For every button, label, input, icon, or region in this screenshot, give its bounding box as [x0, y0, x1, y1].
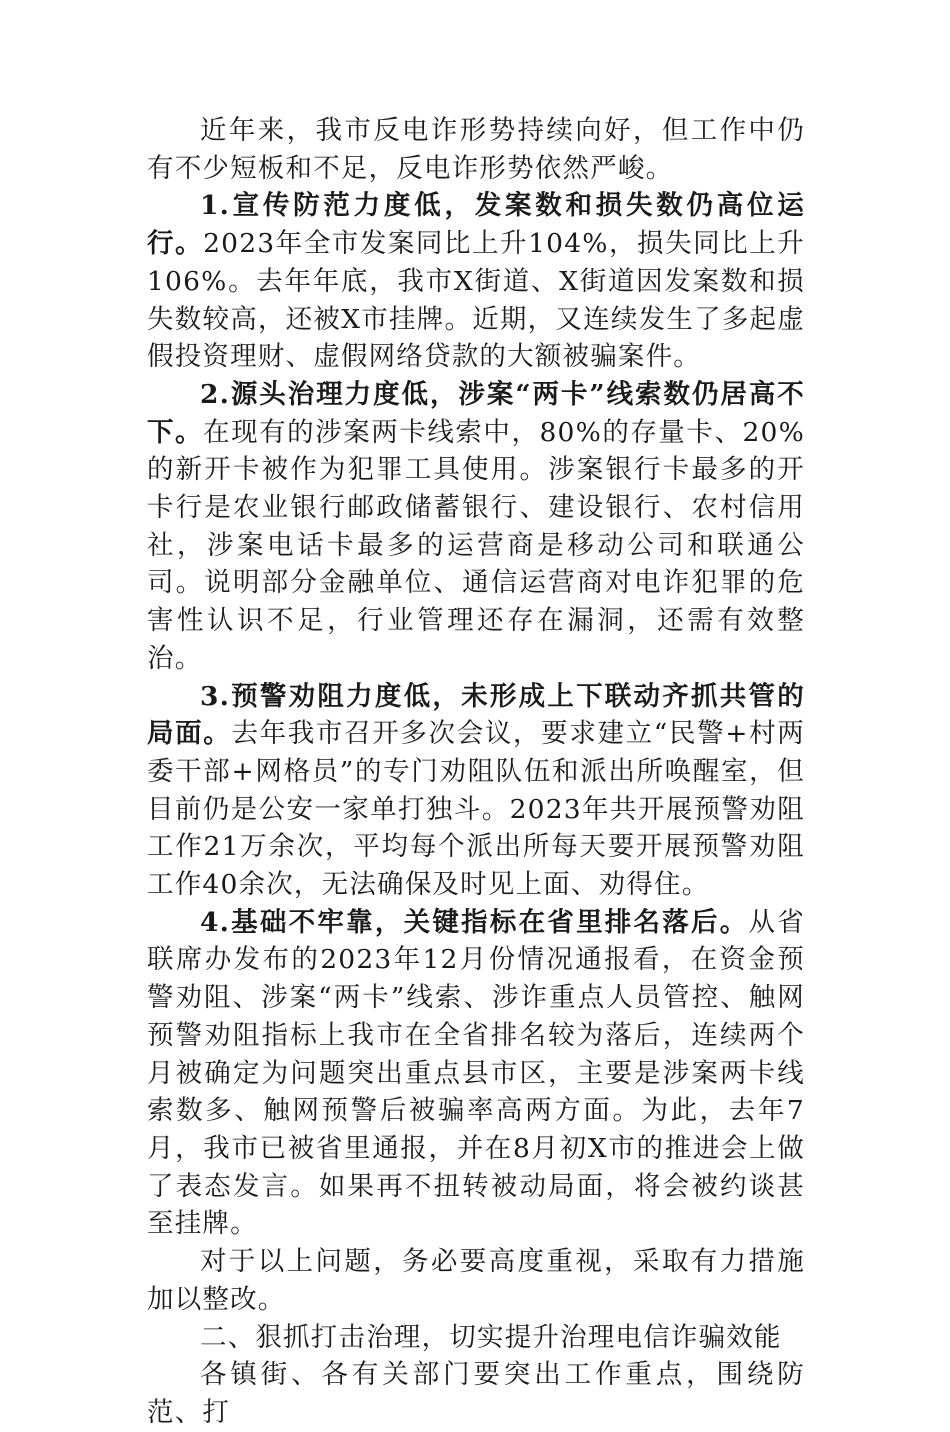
paragraph-conclusion: 对于以上问题，务必要高度重视，采取有力措施加以整改。: [147, 1246, 805, 1315]
point-1-text: 2023年全市发案同比上升104%，损失同比上升106%。去年年底，我市X街道、X街道因发案数和损失数较高，还被X市挂牌。近期，又连续发生了多起虚假投资理财、虚假网络贷款的大额被骗案件。: [147, 228, 805, 373]
point-4-text: 从省联席办发布的2023年12月份情况通报看，在资金预警劝阻、涉案“两卡”线索、涉诈重点人员管控、触网预警劝阻指标上我市在全省排名较为落后，连续两个月被确定为问题突出重点县市区，主要是涉案两卡线索数多、触网预警后被骗率高两方面。为此，去年7月，我市已被省里通报，并在8月初X市的推进会上做了表态发言。如果再不扭转被动局面，将会被约谈甚至挂牌。: [147, 906, 805, 1240]
point-2-text: 在现有的涉案两卡线索中，80%的存量卡、20%的新开卡被作为犯罪工具使用。涉案银行卡最多的开卡行是农业银行邮政储蓄银行、建设银行、农村信用社，涉案电话卡最多的运营商是移动公司和联通公司。说明部分金融单位、通信运营商对电诈犯罪的危害性认识不足，行业管理还存在漏洞，还需有效整治。: [147, 416, 805, 674]
paragraph-point-2: [147, 376, 805, 678]
document-body: [147, 112, 805, 1432]
paragraph-point-4: [147, 904, 805, 1243]
paragraph-section-2-start: 各镇街、各有关部门要突出工作重点，围绕防范、打: [147, 1359, 805, 1428]
paragraph-intro: 近年来，我市反电诈形势持续向好，但工作中仍有不少短板和不足，反电诈形势依然严峻。: [147, 115, 805, 184]
section-heading: 二、狠抓打击治理，切实提升治理电信诈骗效能: [200, 1321, 782, 1353]
point-1-heading: 1.宣传防范力度低，发案数和损失数仍高位运行。: [147, 190, 805, 260]
point-2-heading: 2.源头治理力度低，涉案“两卡”线索数仍居高不下。: [147, 378, 805, 448]
point-4-heading: 4.基础不牢靠，关键指标在省里排名落后。: [200, 906, 749, 938]
paragraph-point-1: [147, 187, 805, 376]
paragraph-point-3: [147, 678, 805, 904]
point-3-text: 去年我市召开多次会议，要求建立“民警+村两委干部+网格员”的专门劝阻队伍和派出所唤醒室，但目前仍是公安一家单打独斗。2023年共开展预警劝阻工作21万余次，平均每个派出所每天要开展预警劝阻工作40余次，无法确保及时见上面、劝得住。: [147, 718, 805, 901]
point-3-heading: 3.预警劝阻力度低，未形成上下联动齐抓共管的局面。: [147, 680, 805, 750]
